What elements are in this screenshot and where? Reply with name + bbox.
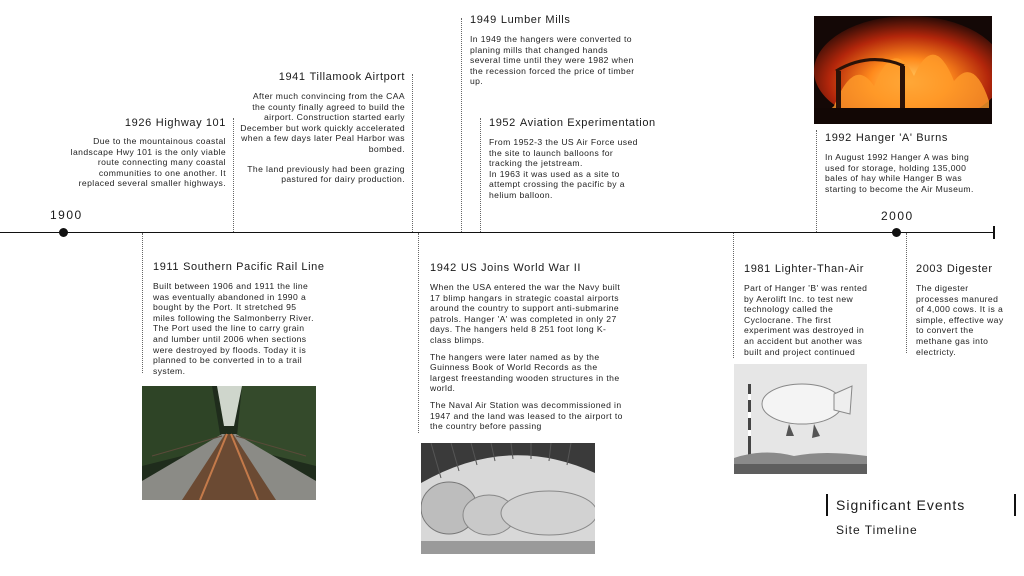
event-description: From 1952-3 the US Air Force used the site to launch balloons for tracking the jetstream. In 1963 it was used as a site to attempt crossing the pacific by a helium balloon. [489, 137, 638, 200]
event-title: 1911 Southern Pacific Rail Line [153, 261, 325, 273]
legend-title: Significant Events [836, 497, 966, 513]
legend-bar-left [826, 494, 828, 516]
connector-1992 [816, 130, 817, 232]
connector-1926 [233, 118, 234, 232]
marker-2000 [892, 228, 901, 237]
event-description: When the USA entered the war the Navy built 17 blimp hangars in strategic coastal airports around the country to support anti-submarine patrols. Hanger 'A' was completed in only 27 days. The hangers held 8 251 foot long K-class blimps. The hangers were later named as by the Guinness Book of World Records as the largest freestanding wooden structures in the world. The Naval Air Station was decommissioned in 1947 and the land was leased to the airport to the country before passing [430, 282, 623, 432]
event-title: 2003 Digester [916, 263, 993, 275]
event-1949 [470, 14, 635, 93]
hangar-fire-photo [814, 16, 992, 124]
event-1941 [240, 71, 405, 191]
event-description: Built between 1906 and 1911 the line was eventually abandoned in 1990 a bought by the Port. It stretched 95 miles following the Salmonberry River. The Port used the line to carry grain and lumber until 2006 when sections were destroyed by floods. Today it is planned to be converted in to a trail system. [153, 281, 314, 376]
event-description: Part of Hanger 'B' was rented by Aerolift Inc. to test new technology called the Cyclocrane. The first experiment was destroyed in an accident but another was built and project continued [744, 283, 868, 357]
event-description: After much convincing from the CAA the county finally agreed to build the airport. Construction started early December but work quickly accelerated when a few days later Peal Harbor was bombed. The land previously had been grazing pastured for dairy production. [240, 91, 405, 185]
event-1942 [430, 262, 625, 438]
event-title: 1926 Highway 101 [124, 117, 226, 129]
connector-1911 [142, 233, 143, 373]
event-description: The digester processes manured of 4,000 cows. It is a simple, effective way to convert the methane gas into electricty. [916, 283, 1004, 357]
event-description: In August 1992 Hanger A was bing used for storage, holding 135,000 bales of hay while Hanger B was starting to become the Air Museum. [825, 152, 974, 194]
year-label-2000: 2000 [881, 209, 914, 223]
event-title: 1992 Hanger 'A' Burns [825, 132, 948, 144]
event-1952 [489, 117, 656, 207]
blimp-hangar-photo [421, 443, 595, 554]
timeline-axis [0, 232, 995, 233]
event-title: 1949 Lumber Mills [470, 14, 571, 26]
event-1911 [153, 261, 325, 382]
legend-subtitle: Site Timeline [836, 523, 918, 537]
connector-1952 [480, 118, 481, 232]
event-title: 1981 Lighter-Than-Air [744, 263, 864, 275]
event-description: In 1949 the hangers were converted to planing mills that changed hands several time until they were 1982 when the recession forced the price of timber up. [470, 34, 635, 87]
event-title: 1941 Tillamook Airtport [278, 71, 405, 83]
connector-1941 [412, 74, 413, 232]
event-description: Due to the mountainous coastal landscape Hwy 101 is the only viable route connecting many coastal communities to one another. It replaced several smaller highways. [70, 136, 226, 189]
legend-bar-right [1014, 494, 1016, 516]
marker-1900 [59, 228, 68, 237]
cyclocrane-photo [734, 364, 867, 474]
connector-1949 [461, 18, 462, 232]
connector-2003 [906, 233, 907, 353]
event-title: 1942 US Joins World War II [430, 262, 582, 274]
event-1992 [825, 132, 990, 200]
event-title: 1952 Aviation Experimentation [489, 117, 656, 129]
event-1926 [62, 117, 226, 195]
connector-1981 [733, 233, 734, 358]
event-1981 [744, 263, 876, 363]
rail-line-photo [142, 386, 316, 500]
event-2003 [916, 263, 1008, 363]
timeline-end-tick [993, 226, 995, 239]
year-label-1900: 1900 [50, 208, 83, 222]
connector-1942 [418, 233, 419, 433]
